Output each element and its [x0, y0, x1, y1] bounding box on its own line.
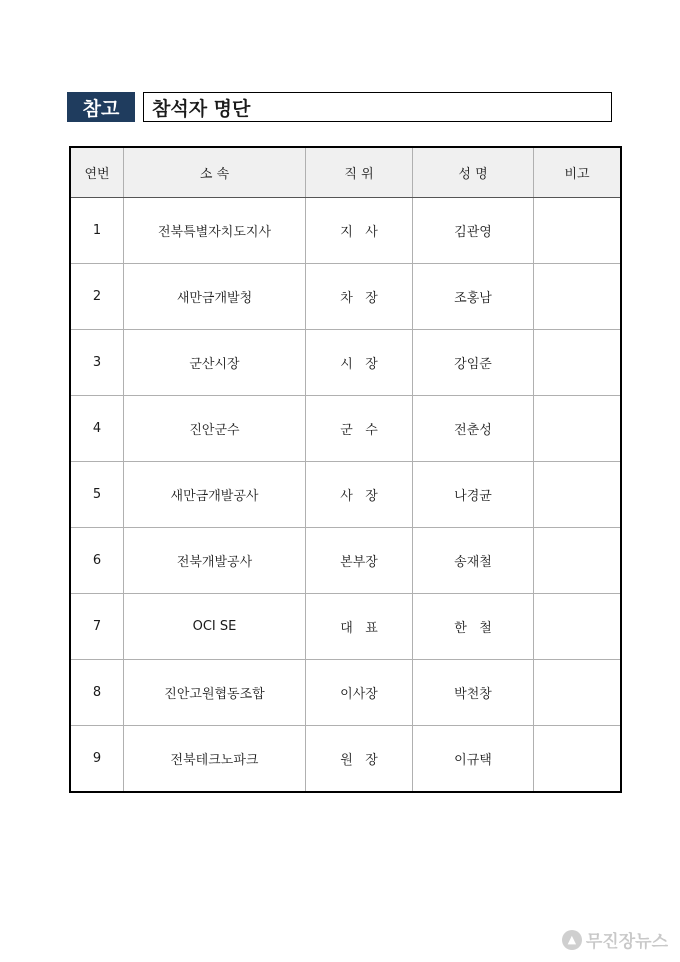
- table-row: [70, 396, 621, 462]
- cell-name: 박천창: [413, 660, 534, 726]
- header-number: 연번: [70, 147, 124, 198]
- cell-name: 강임준: [413, 330, 534, 396]
- cell-note: [534, 198, 622, 264]
- reference-tag: 참고: [67, 92, 135, 122]
- cell-number: 1: [70, 198, 124, 264]
- watermark-text: 무진장뉴스: [585, 932, 668, 952]
- attendee-table: [69, 146, 622, 793]
- cell-affiliation: 전북개발공사: [124, 528, 306, 594]
- cell-position: 원 장: [306, 726, 413, 793]
- cell-affiliation: 군산시장: [124, 330, 306, 396]
- cell-name: 조홍남: [413, 264, 534, 330]
- cell-name: 송재철: [413, 528, 534, 594]
- table-row: [70, 528, 621, 594]
- cell-affiliation: 새만금개발청: [124, 264, 306, 330]
- cell-affiliation: OCI SE: [124, 594, 306, 660]
- cell-position: 군 수: [306, 396, 413, 462]
- table-row: [70, 462, 621, 528]
- page-title: 참석자 명단: [143, 92, 612, 122]
- cell-number: 8: [70, 660, 124, 726]
- cell-note: [534, 264, 622, 330]
- table-row: [70, 264, 621, 330]
- cell-note: [534, 726, 622, 793]
- table-row: [70, 330, 621, 396]
- cell-position: 사 장: [306, 462, 413, 528]
- cell-affiliation: 진안군수: [124, 396, 306, 462]
- cell-number: 9: [70, 726, 124, 793]
- table-row: [70, 198, 621, 264]
- cell-number: 3: [70, 330, 124, 396]
- cell-affiliation: 전북특별자치도지사: [124, 198, 306, 264]
- cell-note: [534, 594, 622, 660]
- header-position: 직 위: [306, 147, 413, 198]
- header-affiliation: 소 속: [124, 147, 306, 198]
- watermark: [562, 927, 668, 952]
- cell-note: [534, 330, 622, 396]
- cell-position: 시 장: [306, 330, 413, 396]
- table-row: [70, 594, 621, 660]
- cell-position: 본부장: [306, 528, 413, 594]
- cell-affiliation: 새만금개발공사: [124, 462, 306, 528]
- mountain-logo-icon: ▲: [562, 930, 582, 950]
- cell-affiliation: 진안고원협동조합: [124, 660, 306, 726]
- cell-note: [534, 528, 622, 594]
- table-row: [70, 726, 621, 793]
- cell-number: 5: [70, 462, 124, 528]
- cell-note: [534, 396, 622, 462]
- cell-position: 대 표: [306, 594, 413, 660]
- cell-name: 김관영: [413, 198, 534, 264]
- cell-note: [534, 660, 622, 726]
- cell-name: 한 철: [413, 594, 534, 660]
- cell-affiliation: 전북테크노파크: [124, 726, 306, 793]
- section-header: [67, 92, 612, 122]
- cell-number: 2: [70, 264, 124, 330]
- header-note: 비고: [534, 147, 622, 198]
- cell-name: 전춘성: [413, 396, 534, 462]
- cell-position: 차 장: [306, 264, 413, 330]
- cell-name: 나경균: [413, 462, 534, 528]
- header-name: 성 명: [413, 147, 534, 198]
- cell-position: 지 사: [306, 198, 413, 264]
- cell-number: 6: [70, 528, 124, 594]
- cell-note: [534, 462, 622, 528]
- cell-number: 4: [70, 396, 124, 462]
- table-header-row: [70, 147, 621, 198]
- cell-name: 이규택: [413, 726, 534, 793]
- cell-position: 이사장: [306, 660, 413, 726]
- table-row: [70, 660, 621, 726]
- cell-number: 7: [70, 594, 124, 660]
